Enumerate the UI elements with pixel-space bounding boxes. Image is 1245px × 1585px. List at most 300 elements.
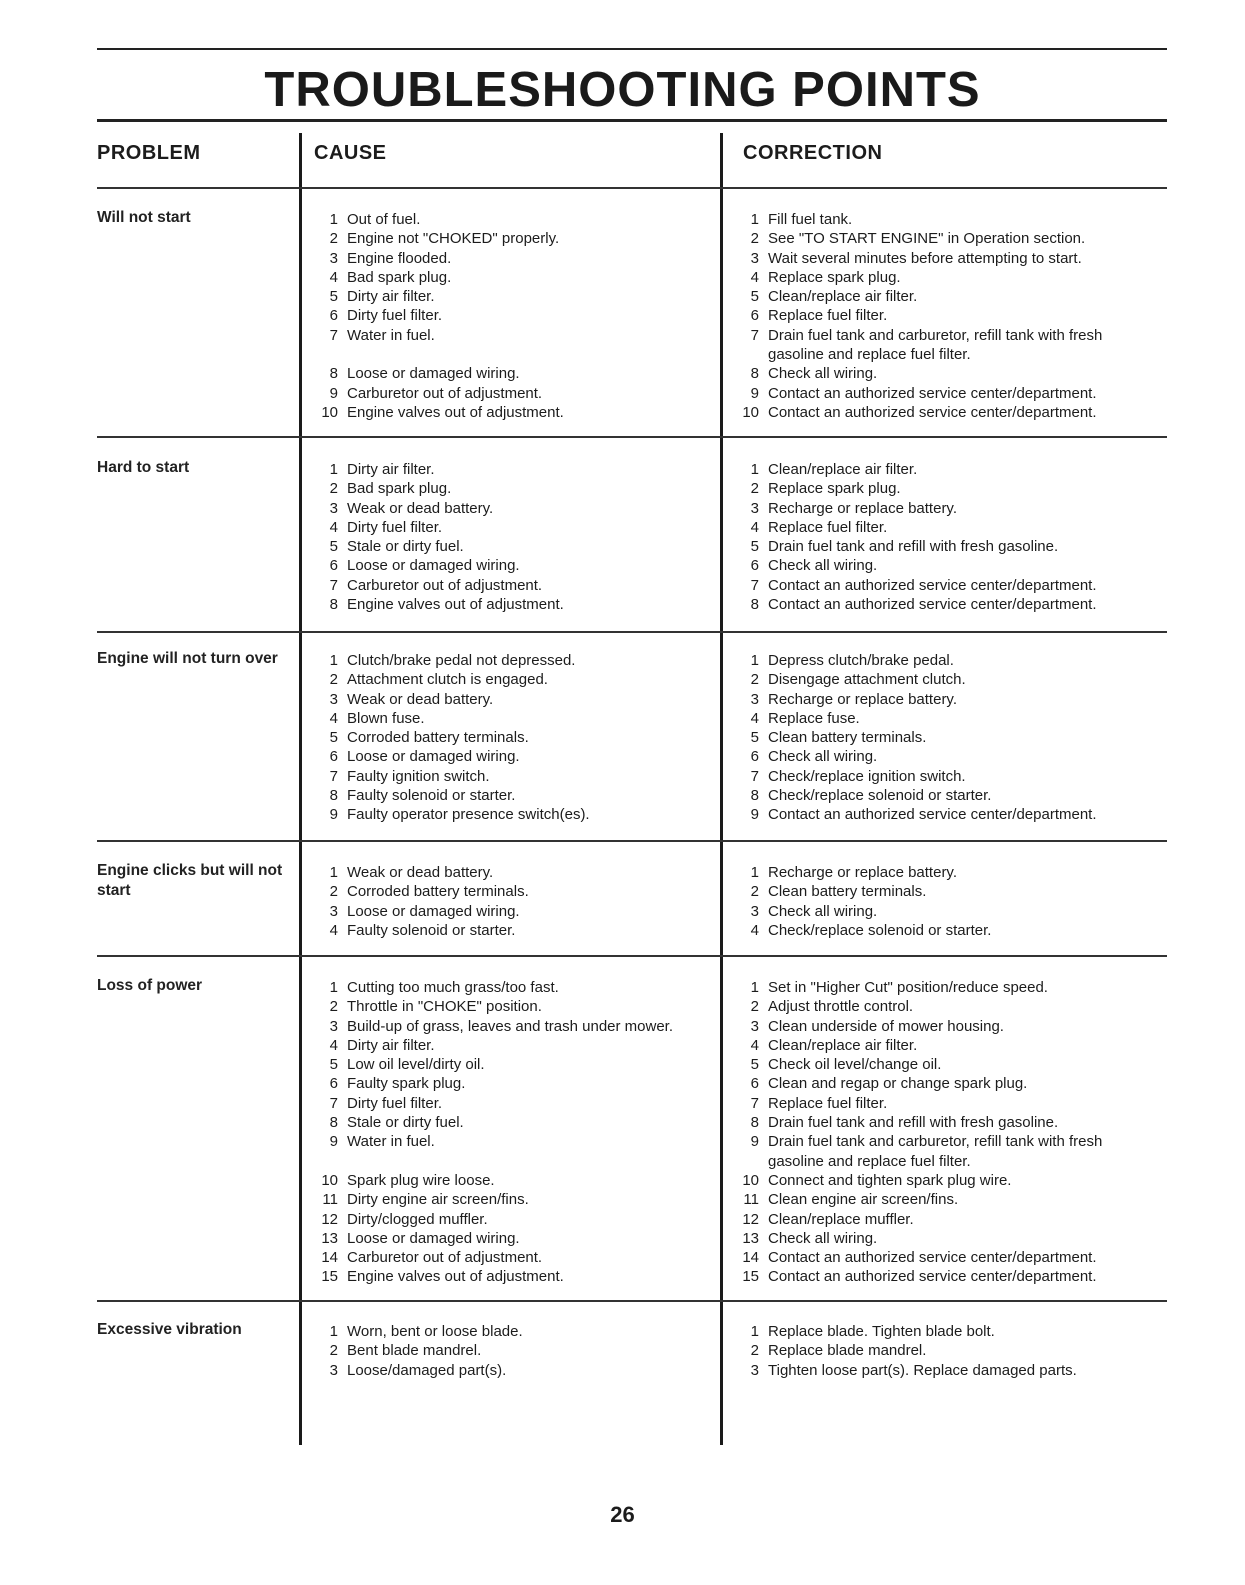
item-number: 2 [750,230,759,248]
list-item [314,460,714,479]
item-number: 8 [329,596,338,614]
item-text: Loose or damaged wiring. [347,365,520,383]
item-text: Check all wiring. [768,365,878,383]
item-number: 8 [329,365,338,383]
item-text: Bad spark plug. [347,480,452,498]
item-number: 3 [750,1017,759,1035]
item-text: Contact an authorized service center/department. [768,596,1097,614]
section-separator [97,187,1167,189]
list-item [314,1267,714,1286]
list-item [735,595,1135,614]
item-number: 9 [750,806,759,824]
item-number: 3 [329,249,338,267]
item-text: Clean/replace muffler. [768,1210,914,1228]
item-text: Faulty solenoid or starter. [347,921,516,939]
problem-label: Engine will not turn over [97,650,278,667]
item-text: Weak or dead battery. [347,690,494,708]
list-item [314,1113,714,1132]
item-number: 6 [750,307,759,325]
item-number: 2 [329,998,338,1016]
item-text: Stale or dirty fuel. [347,1114,464,1132]
list-item [735,229,1135,248]
list-item [735,1248,1135,1267]
item-text: Out of fuel. [347,211,421,228]
list-item [314,479,714,498]
list-item [735,460,1135,479]
list-item [314,210,714,229]
item-text: Check/replace ignition switch. [768,767,966,785]
list-item [735,670,1135,689]
item-text: Replace fuel filter. [768,518,888,536]
item-text: Throttle in "CHOKE" position. [347,998,542,1016]
list-item [735,997,1135,1016]
section-separator [97,1300,1167,1302]
item-number: 4 [329,921,338,939]
item-text: Check all wiring. [768,557,878,575]
item-text: Engine valves out of adjustment. [347,403,564,421]
list-item [735,863,1135,882]
item-number: 9 [750,1133,759,1151]
item-text: Clean and regap or change spark plug. [768,1075,1028,1093]
item-number: 5 [750,729,759,747]
item-text: Blown fuse. [347,709,425,727]
item-number: 2 [329,883,338,901]
item-number: 4 [329,518,338,536]
list-item [735,1036,1135,1055]
item-number: 5 [750,1056,759,1074]
item-number: 9 [329,384,338,402]
list-item [735,786,1135,805]
list-item [735,709,1135,728]
item-text: Check all wiring. [768,1229,878,1247]
list-item [735,921,1135,940]
item-number: 1 [329,652,338,669]
list-item [735,1341,1135,1360]
item-text: Recharge or replace battery. [768,864,957,881]
item-number: 2 [750,671,759,689]
item-number: 6 [329,557,338,575]
list-item [735,1322,1135,1341]
item-number: 10 [742,403,759,421]
item-text: Clean engine air screen/fins. [768,1191,959,1209]
list-item [735,728,1135,747]
item-text: Contact an authorized service center/department. [768,576,1097,594]
item-text: Clean underside of mower housing. [768,1017,1004,1035]
list-item [735,1017,1135,1036]
item-text: Clean battery terminals. [768,729,927,747]
item-number: 15 [321,1268,338,1286]
item-number: 13 [321,1229,338,1247]
item-number: 14 [321,1249,338,1267]
item-number: 1 [329,211,338,228]
top-rule [97,48,1167,50]
item-number: 6 [750,557,759,575]
item-text: Loose or damaged wiring. [347,1229,520,1247]
list-item [314,1229,714,1248]
list-item [314,786,714,805]
cause-list [314,863,714,940]
correction-list [735,460,1135,614]
item-text: Adjust throttle control. [768,998,914,1016]
correction-list [735,863,1135,940]
item-number: 5 [329,288,338,306]
item-text: Drain fuel tank and refill with fresh gasoline. [768,538,1059,556]
list-item [314,1017,714,1036]
item-number: 4 [750,921,759,939]
item-number: 3 [750,249,759,267]
list-item [314,1036,714,1055]
item-text: Wait several minutes before attempting to start. [768,249,1082,267]
list-item [735,690,1135,709]
section-separator [97,631,1167,633]
item-number: 6 [750,748,759,766]
item-text: Bad spark plug. [347,268,452,286]
list-item [735,326,1135,365]
list-item [735,1171,1135,1190]
item-number: 3 [750,499,759,517]
item-text: Water in fuel. [347,1133,435,1151]
item-text: Loose or damaged wiring. [347,748,520,766]
item-number: 3 [750,690,759,708]
item-text: Engine valves out of adjustment. [347,1268,564,1286]
item-number: 2 [750,480,759,498]
list-item [735,902,1135,921]
list-item [735,1229,1135,1248]
item-number: 8 [329,1114,338,1132]
item-text: Dirty air filter. [347,1036,435,1054]
item-number: 1 [750,461,759,478]
list-item [314,1341,714,1360]
item-text: Contact an authorized service center/department. [768,403,1097,421]
item-text: Dirty fuel filter. [347,1094,443,1112]
item-text: See "TO START ENGINE" in Operation section. [768,230,1086,248]
list-item [314,1132,714,1151]
item-number: 8 [750,365,759,383]
item-number: 3 [329,902,338,920]
list-item [314,518,714,537]
list-item [735,651,1135,670]
item-text: Faulty solenoid or starter. [347,787,516,805]
list-item [314,670,714,689]
item-number: 5 [329,1056,338,1074]
section-separator [97,955,1167,957]
list-item [314,364,714,383]
item-text: Set in "Higher Cut" position/reduce speed. [768,979,1048,996]
list-item [314,690,714,709]
list-item [735,479,1135,498]
item-number: 5 [750,288,759,306]
item-text: Attachment clutch is engaged. [347,671,548,689]
item-number: 9 [329,806,338,824]
list-item [735,364,1135,383]
list-item [314,728,714,747]
list-item [735,978,1135,997]
item-text: Check/replace solenoid or starter. [768,921,992,939]
list-item [314,747,714,766]
item-number: 7 [329,1094,338,1112]
item-text: Clean/replace air filter. [768,461,918,478]
item-text: Carburetor out of adjustment. [347,1249,543,1267]
page-title: TROUBLESHOOTING POINTS [264,63,981,117]
list-item [735,268,1135,287]
list-item [735,384,1135,403]
list-item [314,805,714,824]
item-text: Worn, bent or loose blade. [347,1323,523,1340]
list-item [314,1152,714,1171]
item-text: Drain fuel tank and carburetor, refill tank with fresh gasoline and replace fuel filter. [768,1133,1103,1170]
column-divider-right [720,133,723,1445]
item-text: Weak or dead battery. [347,499,494,517]
list-item [314,326,714,345]
item-text: Cutting too much grass/too fast. [347,979,559,996]
cause-list [314,1322,714,1380]
item-number: 4 [329,268,338,286]
item-number: 2 [750,1342,759,1360]
list-item [735,882,1135,901]
correction-list [735,1322,1135,1380]
list-item [735,1190,1135,1209]
list-item [735,499,1135,518]
item-number: 7 [750,326,759,344]
header-correction: CORRECTION [743,142,883,164]
item-number: 2 [750,883,759,901]
list-item [314,1190,714,1209]
item-number: 4 [329,1036,338,1054]
item-text: Bent blade mandrel. [347,1342,482,1360]
column-divider-left [299,133,302,1445]
list-item [735,210,1135,229]
item-text: Engine flooded. [347,249,452,267]
list-item [735,576,1135,595]
item-number: 13 [742,1229,759,1247]
item-text: Replace spark plug. [768,480,901,498]
list-item [314,287,714,306]
list-item [314,1094,714,1113]
item-number: 3 [329,690,338,708]
item-number: 9 [329,1133,338,1151]
item-text: Stale or dirty fuel. [347,538,464,556]
list-item [314,403,714,422]
list-item [314,595,714,614]
item-number: 5 [329,538,338,556]
cause-list [314,210,714,422]
list-item [735,1361,1135,1380]
item-text: Replace fuel filter. [768,1094,888,1112]
header-problem: PROBLEM [97,142,201,164]
list-item [735,287,1135,306]
item-number: 11 [743,1191,759,1209]
cause-list [314,978,714,1287]
item-number: 2 [329,480,338,498]
item-text: Recharge or replace battery. [768,690,957,708]
item-text: Replace fuel filter. [768,307,888,325]
item-text: Connect and tighten spark plug wire. [768,1171,1012,1189]
item-number: 4 [750,268,759,286]
item-text: Recharge or replace battery. [768,499,957,517]
item-text: Dirty engine air screen/fins. [347,1191,529,1209]
correction-list [735,210,1135,422]
list-item [314,1210,714,1229]
item-number: 10 [321,403,338,421]
page-number: 26 [610,1502,635,1527]
item-text: Engine not "CHOKED" properly. [347,230,560,248]
item-number: 14 [742,1249,759,1267]
item-text: Check all wiring. [768,902,878,920]
item-number: 3 [329,1017,338,1035]
list-item [735,403,1135,422]
item-text: Clean/replace air filter. [768,288,918,306]
item-number: 2 [329,230,338,248]
item-text: Loose or damaged wiring. [347,902,520,920]
item-text: Clean/replace air filter. [768,1036,918,1054]
item-text: Drain fuel tank and carburetor, refill tank with fresh gasoline and replace fuel filter. [768,326,1103,364]
list-item [735,1210,1135,1229]
problem-label: Hard to start [97,459,190,476]
section-separator [97,840,1167,842]
list-item [735,249,1135,268]
item-number: 8 [329,787,338,805]
item-number: 2 [329,671,338,689]
list-item [314,537,714,556]
item-text: Replace fuse. [768,709,860,727]
item-number: 1 [750,864,759,881]
item-text: Build-up of grass, leaves and trash under mower. [347,1017,674,1035]
list-item [314,345,714,364]
item-number: 6 [329,1075,338,1093]
item-number: 7 [329,326,338,344]
problem-label: Loss of power [97,977,203,994]
problem-label: Excessive vibration [97,1321,242,1338]
list-item [735,1074,1135,1093]
cause-list [314,460,714,614]
list-item [314,902,714,921]
item-number: 6 [750,1075,759,1093]
list-item [314,997,714,1016]
item-number: 4 [750,709,759,727]
item-text: Loose or damaged wiring. [347,557,520,575]
header-cause: CAUSE [314,142,387,164]
list-item [314,882,714,901]
item-number: 3 [329,1361,338,1379]
item-text: Replace spark plug. [768,268,901,286]
item-text: Water in fuel. [347,326,435,344]
item-number: 7 [750,767,759,785]
item-text: Spark plug wire loose. [347,1171,495,1189]
item-text: Faulty operator presence switch(es). [347,806,590,824]
list-item [735,1267,1135,1286]
item-text: Check/replace solenoid or starter. [768,787,992,805]
list-item [314,863,714,882]
item-number: 3 [750,902,759,920]
item-number: 12 [742,1210,759,1228]
item-text: Dirty air filter. [347,288,435,306]
item-text: Dirty fuel filter. [347,307,443,325]
item-text: Contact an authorized service center/department. [768,384,1097,402]
list-item [314,709,714,728]
item-number: 2 [750,998,759,1016]
item-text: Low oil level/dirty oil. [347,1056,485,1074]
item-number: 7 [329,767,338,785]
title-underline [97,119,1167,122]
item-text: Check oil level/change oil. [768,1056,942,1074]
list-item [735,518,1135,537]
item-number: 15 [742,1268,759,1286]
item-text: Disengage attachment clutch. [768,671,966,689]
item-text: Loose/damaged part(s). [347,1361,507,1379]
item-text: Carburetor out of adjustment. [347,576,543,594]
list-item [735,1132,1135,1171]
item-text: Engine valves out of adjustment. [347,596,564,614]
item-number: 4 [750,518,759,536]
item-number: 8 [750,1114,759,1132]
item-number: 11 [322,1191,338,1209]
item-number: 12 [321,1210,338,1228]
item-number: 7 [750,1094,759,1112]
list-item [314,767,714,786]
item-number: 1 [329,461,338,478]
list-item [314,1361,714,1380]
item-text: Contact an authorized service center/department. [768,1268,1097,1286]
item-text: Corroded battery terminals. [347,883,529,901]
list-item [314,268,714,287]
list-item [314,576,714,595]
problem-label: Engine clicks but will not start [97,862,283,899]
problem-label: Will not start [97,209,191,226]
list-item [735,805,1135,824]
list-item [314,306,714,325]
list-item [314,978,714,997]
list-item [314,1248,714,1267]
item-number: 6 [329,748,338,766]
item-text: Faulty spark plug. [347,1075,466,1093]
item-number: 7 [750,576,759,594]
list-item [314,384,714,403]
cause-list [314,651,714,825]
item-text: Dirty/clogged muffler. [347,1210,488,1228]
item-number: 8 [750,596,759,614]
list-item [314,1322,714,1341]
item-number: 8 [750,787,759,805]
item-text: Clean battery terminals. [768,883,927,901]
item-number: 1 [750,211,759,228]
item-text: Drain fuel tank and refill with fresh gasoline. [768,1114,1059,1132]
item-number: 2 [329,1342,338,1360]
item-text: Carburetor out of adjustment. [347,384,543,402]
item-number: 1 [750,979,759,996]
item-text: Dirty air filter. [347,461,435,478]
list-item [314,229,714,248]
item-number: 1 [750,1323,759,1340]
item-number: 1 [329,864,338,881]
item-text: Replace blade. Tighten blade bolt. [768,1323,995,1340]
item-number: 4 [329,709,338,727]
item-text: Fill fuel tank. [768,211,853,228]
item-number: 4 [750,1036,759,1054]
section-separator [97,436,1167,438]
item-number: 1 [750,652,759,669]
item-text: Dirty fuel filter. [347,518,443,536]
list-item [314,249,714,268]
item-text: Tighten loose part(s). Replace damaged parts. [768,1361,1077,1379]
list-item [314,1171,714,1190]
list-item [314,1074,714,1093]
item-text: Faulty ignition switch. [347,767,490,785]
item-number: 10 [321,1171,338,1189]
list-item [735,537,1135,556]
list-item [735,556,1135,575]
item-number: 9 [750,384,759,402]
item-number: 7 [329,576,338,594]
